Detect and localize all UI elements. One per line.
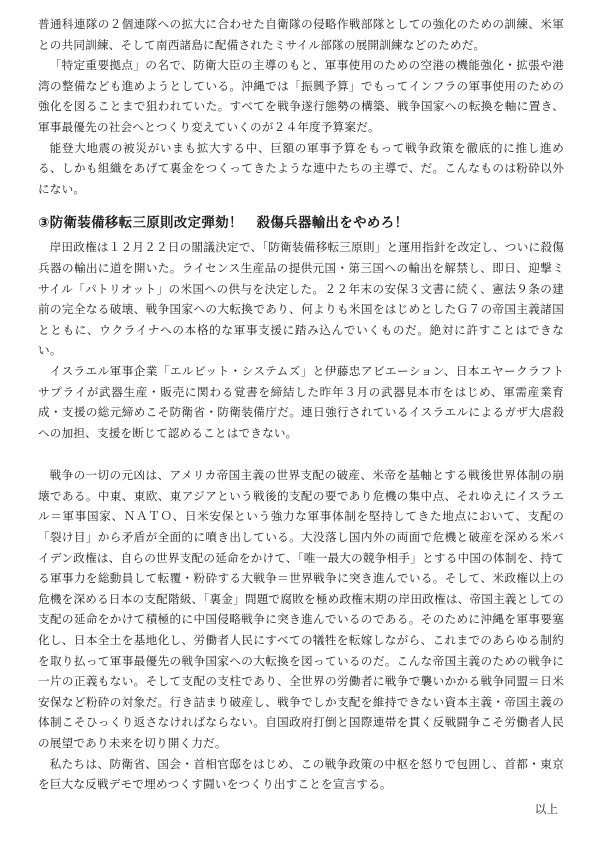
- section-heading: ③防衛装備移転三原則改定弾劾！ 殺傷兵器輸出をやめろ！: [38, 216, 409, 232]
- section-paragraph-2: イスラエル軍事企業「エルビット・システムズ」と伊藤忠アビエーション、日本エヤークラフトサプライが武器生産・販売に関わる覚書を締結した昨年３月の武器見本市をはじめ、軍需産業育成・支援の総元締めこそ防衛省・防衛装備庁だ。連日強行されているイスラエルによるガザ大虐殺への加担、支援を断じて認めることはできない。: [38, 363, 564, 440]
- intro-paragraph-1: 普通科連隊の２個連隊への拡大に合わせた自衛隊の侵略作戦部隊としての強化のための訓練、米軍との共同訓練、そして南西諸島に配備されたミサイル部隊の展開訓練などのためだ。: [38, 17, 564, 52]
- document-page: [38, 14, 564, 819]
- intro-paragraph-3: 能登大地震の被災がいまも拡大する中、巨額の軍事予算をもって戦争政策を徹底的に推し進める、しかも組織をあげて裏金をつくってきたような連中たちの主導で、だ。こんなものは粉砕以外にない。: [38, 140, 564, 196]
- intro-paragraph-2: 「特定重要拠点」の名で、防衛大臣の主導のもと、軍事使用のための空港の機能強化・拡張や港湾の整備なども進めようとしている。沖縄では「振興予算」でもってインフラの軍事使用のための強化を図ることまで狙われていた。すべてを戦争遂行態勢の構築、戦争国家への転換を軸に置き、軍事最優先の社会へとつくり変えていくのが２４年度予算案だ。: [38, 58, 564, 134]
- closing-mark: 以上: [534, 801, 558, 816]
- conclusion-paragraph-1: 戦争の一切の元凶は、アメリカ帝国主義の世界支配の破産、米帝を基軸とする戦後世界体制の崩壊である。中東、東欧、東アジアという戦後的支配の要であり危機の集中点、それゆえにイスラエル＝軍事国家、ＮＡＴＯ、日米安保という強力な軍事体制を堅持してきた地点において、支配の「裂け目」から矛盾が全面的に噴き出している。大没落し国内外の両面で危機と破産を深める米バイデン政権は、自らの世界支配の延命をかけて、「唯一最大の競争相手」とする中国の体制を、持てる軍事力を総動員して転覆・粉砕する大戦争＝世界戦争に突き進んでいる。そして、米政権以上の危機を深める日本の支配階級、「裏金」問題で腐敗を極め政権末期の岸田政権は、帝国主義としての支配の延命をかけて積極的に中国侵略戦争に突き進んでいるのである。そのために沖縄を軍事要塞化し、日本全土を基地化し、労働者人民にすべての犠牲を転嫁しながら、これまでのあらゆる制約を取り払って軍事最優先の戦争国家への大転換を図っているのだ。こんな帝国主義のための戦争に一片の正義もない。そして支配の支柱であり、全世界の労働者に戦争で襲いかかる戦争同盟＝日米安保など粉砕の対象だ。行き詰まり破産し、戦争でしか支配を維持できない資本主義・帝国主義の体制こそひっくり返さなければならない。自国政府打倒と国際連帯を貫く反戦闘争こそ労働者人民の展望であり未来を切り開く力だ。: [38, 468, 564, 750]
- conclusion-paragraph-2: 私たちは、防衛省、国会・首相官邸をはじめ、この戦争政策の中枢を怒りで包囲し、首都・東京を巨大な反戦デモで埋めつくす闘いをつくり出すことを宣言する。: [38, 756, 564, 792]
- section-paragraph-1: 岸田政権は１２月２２日の閣議決定で、「防衛装備移転三原則」と運用指針を改定し、ついに殺傷兵器の輸出に道を開いた。ライセンス生産品の提供元国・第三国への輸出を解禁し、即日、迎撃ミサイル「パトリオット」の米国への供与を決定した。２２年末の安保３文書に続く、憲法９条の建前の完全なる破壊、戦争国家への大転換であり、何よりも米国をはじめとしたＧ７の帝国主義諸国とともに、ウクライナへの本格的な軍事支援に踏み込んでいくものだ。絶対に許すことはできない。: [38, 240, 564, 358]
- paragraph-gap: [38, 443, 564, 465]
